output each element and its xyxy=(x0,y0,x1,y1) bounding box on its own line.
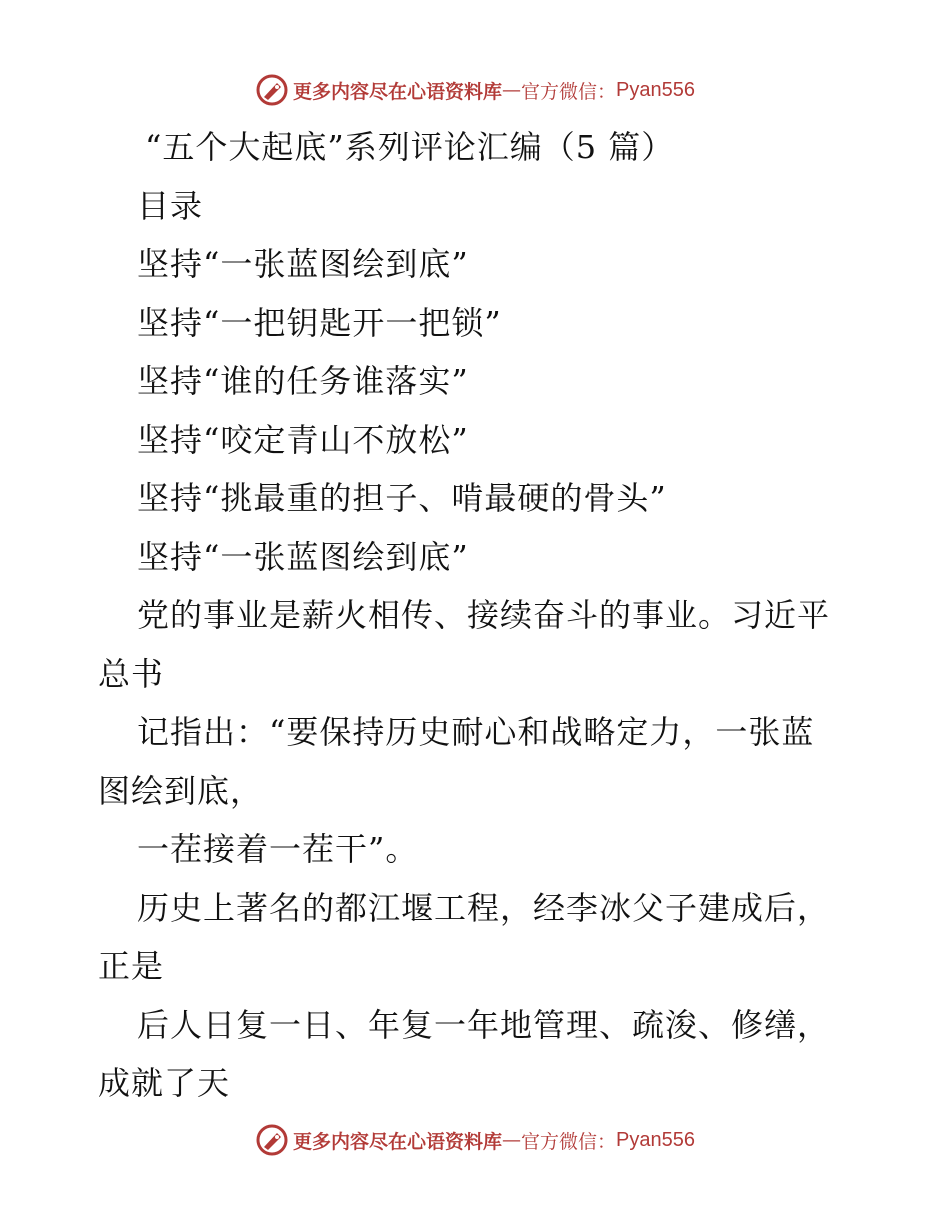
pen-nib-logo-icon xyxy=(255,73,289,107)
document-title: “五个大起底”系列评论汇编（5 篇） xyxy=(145,128,675,166)
toc-heading: 目录 xyxy=(137,186,204,225)
body-line: 历史上著名的都江堰工程，经李冰父子建成后， xyxy=(137,888,831,927)
body-line: 一茬接着一茬干”。 xyxy=(137,830,419,868)
toc-item: 坚持“挑最重的担子、啃最硬的骨头” xyxy=(137,479,667,517)
toc-item: 坚持“一张蓝图绘到底” xyxy=(137,245,469,283)
official-wechat-label: 官方微信： xyxy=(521,1130,617,1153)
body-line: 记指出：“要保持历史耐心和战略定力，一张蓝 xyxy=(137,713,815,751)
toc-item: 坚持“一把钥匙开一把锁” xyxy=(137,303,502,342)
brand-text: 更多内容尽在心语资料库 xyxy=(293,80,503,103)
body-line: 成就了天 xyxy=(98,1064,231,1102)
header-watermark-banner xyxy=(0,70,950,110)
wechat-handle: Pyan556 xyxy=(616,1128,695,1151)
banner-separator: — xyxy=(502,1129,522,1151)
official-wechat-label: 官方微信： xyxy=(521,80,617,103)
wechat-handle: Pyan556 xyxy=(616,78,695,101)
body-line: 后人日复一日、年复一年地管理、疏浚、修缮， xyxy=(137,1005,831,1044)
body-line: 总书 xyxy=(98,654,165,693)
toc-item: 坚持“咬定青山不放松” xyxy=(137,420,469,459)
document-page xyxy=(98,118,858,1113)
body-line: 党的事业是薪火相传、接续奋斗的事业。习近平 xyxy=(137,596,831,634)
pen-nib-logo-icon xyxy=(255,1123,289,1157)
toc-item: 坚持“谁的任务谁落实” xyxy=(137,362,469,400)
footer-watermark-banner xyxy=(0,1120,950,1160)
body-line: 图绘到底， xyxy=(98,771,264,810)
body-line: 正是 xyxy=(98,947,165,985)
section-heading: 坚持“一张蓝图绘到底” xyxy=(137,537,469,576)
brand-text: 更多内容尽在心语资料库 xyxy=(293,1130,503,1153)
banner-separator: — xyxy=(502,79,522,101)
